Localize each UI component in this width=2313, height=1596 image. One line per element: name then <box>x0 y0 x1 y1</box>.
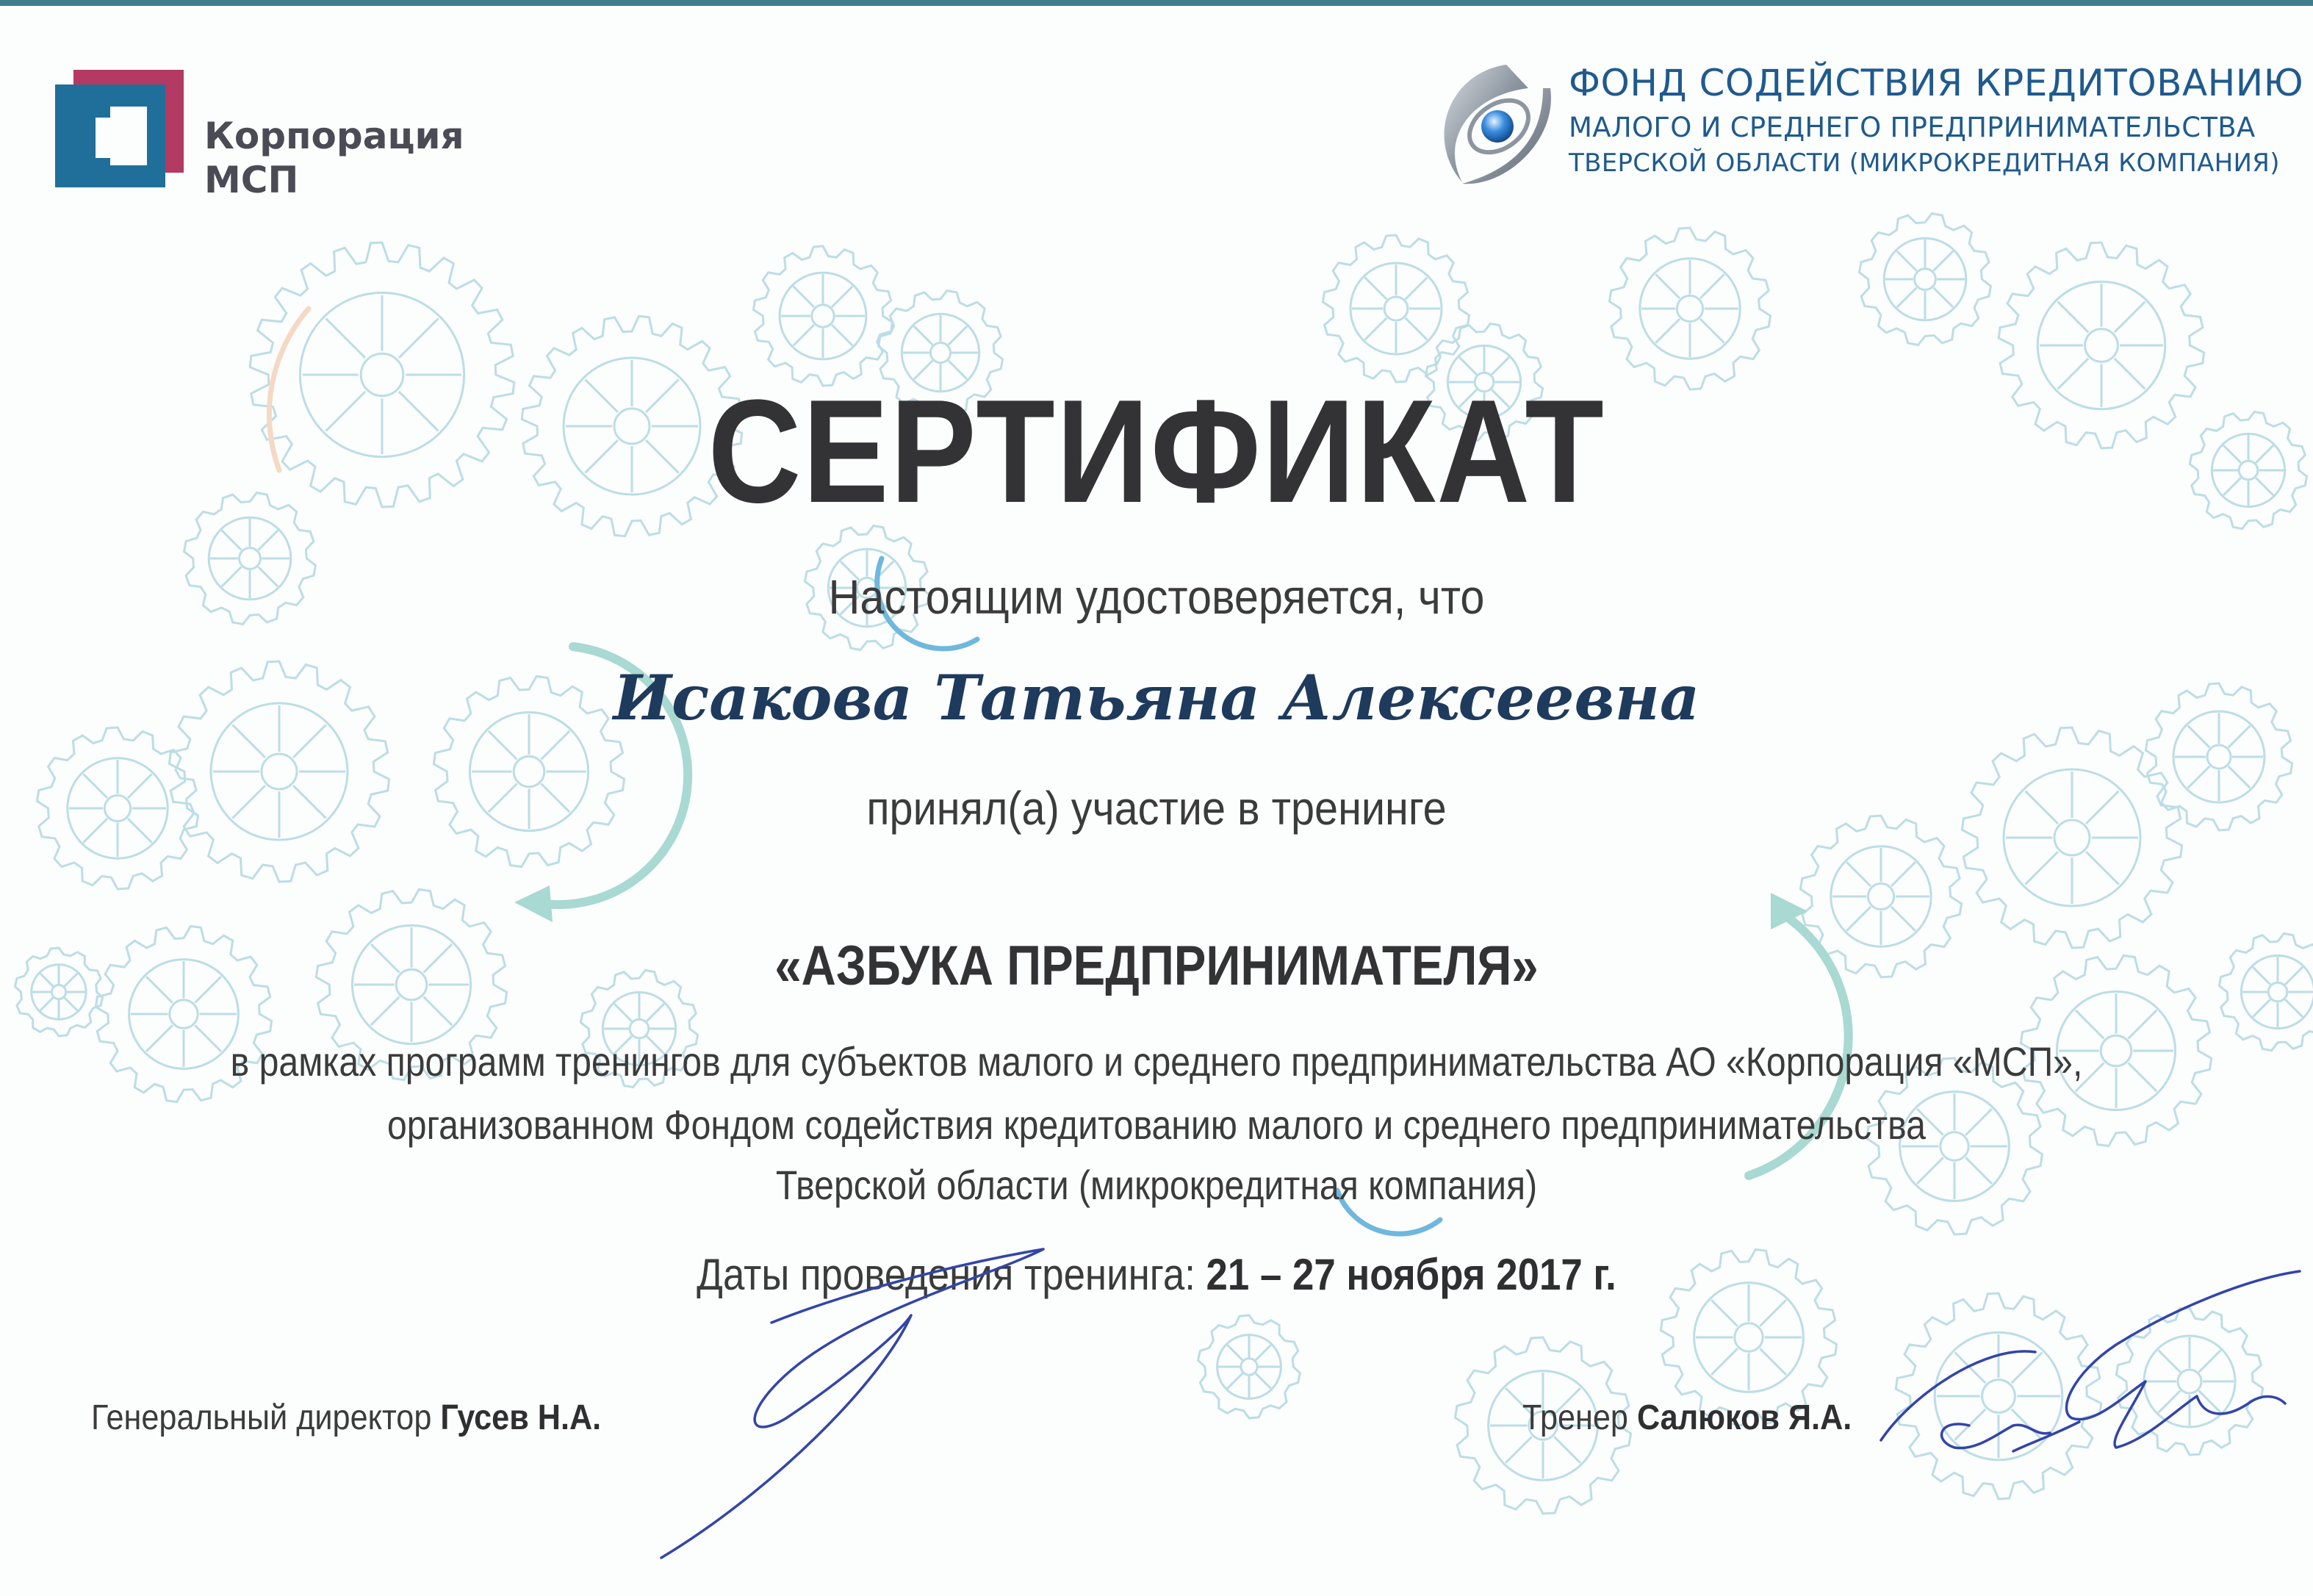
gear-spoke <box>1897 288 1917 308</box>
gear-outline <box>1860 214 1991 345</box>
gear-spoke <box>326 319 366 359</box>
gear-outline <box>1962 727 2181 948</box>
fund-logo-line1: ФОНД СОДЕЙСТВИЯ КРЕДИТОВАНИЮ <box>1569 62 2304 104</box>
gear-spoke <box>83 774 107 798</box>
gear-outline <box>1198 1315 1301 1418</box>
gear-spoke <box>1846 907 1871 931</box>
fund-logo-line3: ТВЕРСКОЙ ОБЛАСТИ (МИКРОКРЕДИТНАЯ КОМПАНИЯ) <box>1569 148 2280 178</box>
msp-logo-line1: Корпорация <box>204 115 464 157</box>
signatory-trainer-name: Салюков Я.А. <box>1636 1398 1852 1437</box>
gear-spoke <box>1711 1348 1738 1375</box>
gear-hub <box>1982 1380 2015 1413</box>
gear-spoke <box>424 997 453 1026</box>
gear-spoke <box>1365 318 1387 340</box>
gear-spoke <box>65 998 78 1011</box>
gear-spoke <box>949 326 967 345</box>
gear-spoke <box>2285 967 2303 985</box>
training-dates-label: Даты проведения тренинга: <box>697 1250 1195 1299</box>
training-name: «АЗБУКА ПРЕДПРИНИМАТЕЛЯ» <box>774 935 1539 997</box>
gear-spoke <box>1227 1345 1242 1360</box>
gear-spoke <box>1955 1353 1986 1384</box>
gear-hub <box>930 342 950 362</box>
gear-outline <box>15 948 103 1036</box>
gear-spoke <box>40 998 54 1011</box>
gear-spoke <box>40 974 54 987</box>
gear-spoke <box>1655 274 1680 298</box>
gear-spoke <box>2129 1010 2157 1039</box>
signatory-trainer <box>1522 1396 1852 1440</box>
gear-spoke <box>2159 1351 2181 1373</box>
recipient-name: Исакова Татьяна Алексеевна <box>613 661 1700 734</box>
cycle-arrow-left-head <box>514 885 553 922</box>
gear-hub <box>51 985 65 999</box>
training-dates <box>139 1248 2174 1302</box>
gear-spoke <box>2076 1010 2104 1039</box>
signatory-director-name: Гусев Н.А. <box>440 1398 602 1437</box>
gear-spoke <box>542 731 570 760</box>
training-dates-value: 21 – 27 ноября 2017 г. <box>1206 1250 1616 1299</box>
msp-logo-line2: МСП <box>204 159 299 201</box>
gear-spoke <box>2199 1391 2221 1413</box>
gear-spoke <box>1256 1373 1271 1389</box>
gear-hub <box>630 1019 649 1038</box>
certificate-title: СЕРТИФИКАТ <box>708 370 1605 533</box>
gear-hub <box>1384 297 1408 320</box>
gear-spoke <box>614 1004 632 1021</box>
gear-spoke <box>2159 1391 2181 1413</box>
description-line-3: Тверской области (микрокредитная компания) <box>775 1162 1538 1208</box>
gear-spoke <box>832 325 852 345</box>
gear-spoke <box>1506 1437 1532 1463</box>
gear-spoke <box>1256 1345 1271 1360</box>
gear-spoke <box>1655 319 1680 343</box>
msp-corporation-logo <box>51 62 580 209</box>
gear-spoke <box>2025 852 2058 885</box>
fund-logo-line2: МАЛОГО И СРЕДНЕГО ПРЕДПРИНИМАТЕЛЬСТВА <box>1569 112 2256 143</box>
credit-fund-logo <box>1418 59 2304 198</box>
gear-hub <box>240 548 261 569</box>
gear-spoke <box>1891 862 1915 886</box>
gear-spoke <box>2012 1409 2043 1440</box>
gear-spoke <box>647 1004 664 1021</box>
gear-spoke <box>2285 999 2303 1017</box>
gear-spoke <box>399 319 439 359</box>
gear-spoke <box>2115 302 2145 333</box>
gear-hub <box>1241 1359 1257 1375</box>
fund-globe-logo-icon <box>1418 59 1565 191</box>
gear-spoke <box>2223 478 2241 495</box>
gear-hub <box>2085 329 2118 362</box>
gear-hub <box>2239 461 2258 480</box>
gear-spoke <box>1406 318 1428 340</box>
gear-spoke <box>2253 967 2270 985</box>
gear-hub <box>2268 982 2287 1002</box>
gear-hub <box>1915 269 1936 290</box>
gear-spoke <box>1760 1300 1786 1326</box>
gear-spoke <box>1365 278 1387 300</box>
gear-spoke <box>794 325 814 345</box>
gear-hub <box>1868 883 1893 909</box>
gear-spoke <box>1406 278 1428 300</box>
gear-spoke <box>2012 1353 2043 1384</box>
gear-outline <box>1896 1293 2101 1499</box>
gear-spoke <box>1700 319 1724 343</box>
gear-spoke <box>1955 1409 1986 1440</box>
gear-spoke <box>1554 1437 1580 1463</box>
gear-spoke <box>2256 445 2273 463</box>
gear-spoke <box>2086 852 2119 885</box>
gear-spoke <box>371 997 400 1026</box>
certificate-intro: Настоящим удостоверяется, что <box>828 569 1485 624</box>
description-line-1: в рамках программ тренингов для субъектов малого и среднего предпринимательства АО «Корпорация «МСП», <box>230 1038 2083 1085</box>
gear-spoke <box>1934 251 1954 271</box>
gear-spoke <box>1760 1348 1786 1375</box>
gear-hub <box>2178 1370 2201 1393</box>
gear-spoke <box>2253 999 2270 1017</box>
gear-spoke <box>832 287 852 307</box>
gear-spoke <box>1846 862 1871 886</box>
description-line-2: организованном Фондом содействия кредитованию малого и среднего предпринимательства <box>387 1101 1926 1148</box>
gear-outline <box>2116 1308 2262 1455</box>
gear-outline <box>1323 235 1469 382</box>
gear-hub <box>1735 1323 1763 1351</box>
gear-hub <box>812 305 834 327</box>
gear-spoke <box>2199 1351 2221 1373</box>
gear-outline <box>2190 411 2306 528</box>
signatory-director <box>91 1396 601 1440</box>
gear-hub <box>170 1000 198 1028</box>
gear-spoke <box>1897 251 1917 271</box>
gear-outline <box>1609 228 1770 389</box>
gear-spoke <box>794 287 814 307</box>
gear-hub <box>2207 745 2231 769</box>
gear-spoke <box>2058 302 2089 333</box>
gear-spoke <box>2256 478 2273 495</box>
gear-spoke <box>1700 274 1724 298</box>
gear-spoke <box>489 731 517 760</box>
gear-spoke <box>914 326 932 345</box>
gear-spoke <box>2223 445 2241 463</box>
gear-spoke <box>2229 766 2251 788</box>
gear-spoke <box>83 819 107 843</box>
gear-spoke <box>1227 1373 1242 1389</box>
gear-outline <box>753 246 892 386</box>
msp-square-logo-icon <box>51 62 191 195</box>
gear-hub <box>1677 295 1702 321</box>
gear-spoke <box>65 974 78 987</box>
gear-spoke <box>1891 907 1915 931</box>
gear-spoke <box>1934 288 1954 308</box>
signatory-trainer-role: Тренер <box>1522 1398 1628 1437</box>
gear-spoke <box>1711 1300 1738 1326</box>
signatory-director-role: Генеральный директор <box>91 1398 432 1437</box>
participation-text: принял(а) участие в тренинге <box>866 782 1447 835</box>
